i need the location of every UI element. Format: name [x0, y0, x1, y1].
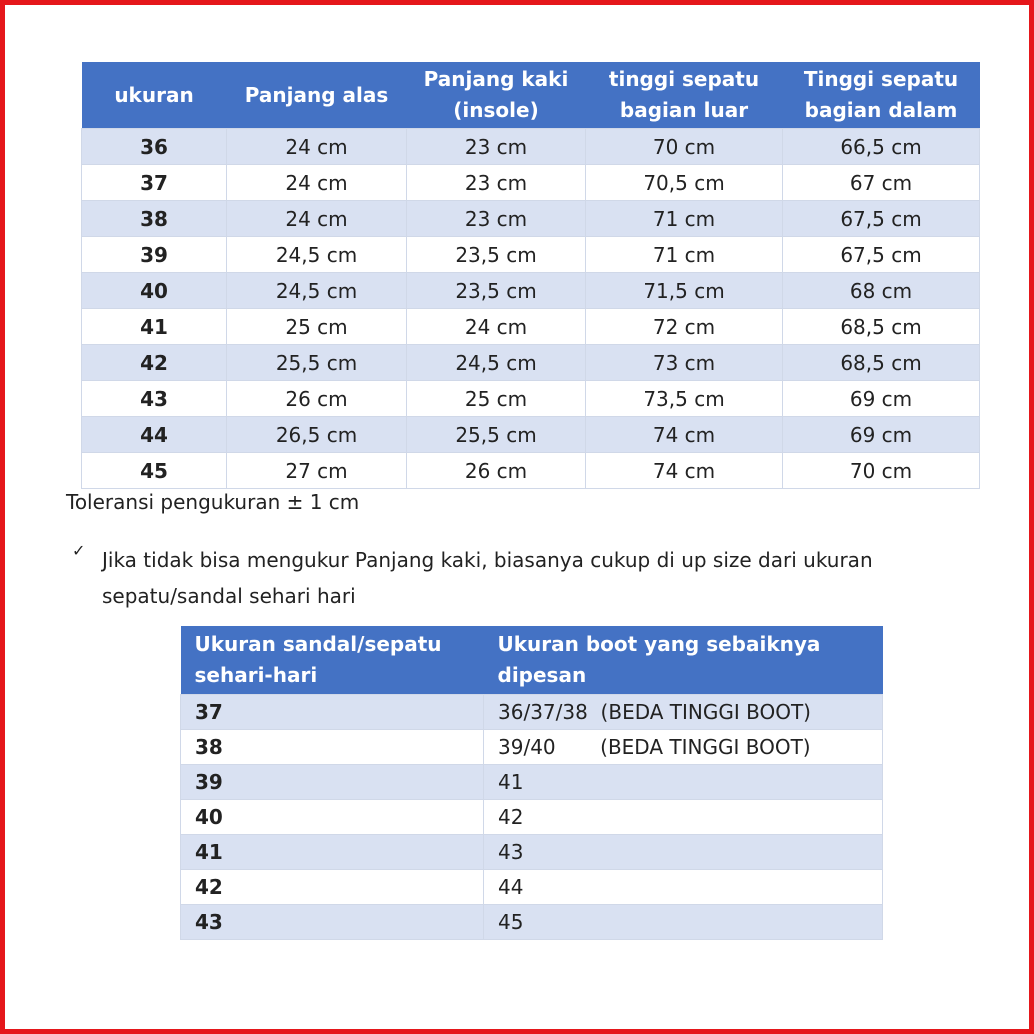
daily-size-cell: 42	[181, 870, 484, 905]
measure-cell: 70 cm	[783, 453, 980, 489]
daily-size-cell: 43	[181, 905, 484, 940]
boot-row	[181, 695, 883, 730]
boot-row	[181, 835, 883, 870]
size-cell: 38	[82, 201, 227, 237]
size-row	[82, 453, 980, 489]
measure-cell: 24 cm	[227, 201, 407, 237]
size-row	[82, 273, 980, 309]
measure-cell: 23,5 cm	[407, 237, 586, 273]
boot-size-cell: 44	[484, 870, 883, 905]
measure-cell: 68 cm	[783, 273, 980, 309]
header-panjang-alas: Panjang alas	[227, 62, 407, 129]
measure-cell: 23 cm	[407, 165, 586, 201]
measure-cell: 26,5 cm	[227, 417, 407, 453]
daily-size-cell: 39	[181, 765, 484, 800]
size-table-header	[82, 62, 980, 129]
header-panjang-kaki: Panjang kaki (insole)	[407, 62, 586, 129]
measure-cell: 71 cm	[586, 237, 783, 273]
measure-cell: 25,5 cm	[407, 417, 586, 453]
measure-cell: 23,5 cm	[407, 273, 586, 309]
size-row	[82, 237, 980, 273]
header-boot-size: Ukuran boot yang sebaiknya dipesan	[484, 626, 883, 695]
size-cell: 39	[82, 237, 227, 273]
measure-cell: 26 cm	[407, 453, 586, 489]
boot-row	[181, 765, 883, 800]
header-tinggi-dalam: Tinggi sepatu bagian dalam	[783, 62, 980, 129]
measure-cell: 24 cm	[227, 129, 407, 165]
daily-size-cell: 37	[181, 695, 484, 730]
daily-size-cell: 38	[181, 730, 484, 765]
boot-row	[181, 730, 883, 765]
size-row	[82, 129, 980, 165]
measure-cell: 74 cm	[586, 417, 783, 453]
boot-size-cell: 42	[484, 800, 883, 835]
measure-cell: 69 cm	[783, 417, 980, 453]
measure-cell: 26 cm	[227, 381, 407, 417]
boot-size-cell: 45	[484, 905, 883, 940]
size-cell: 44	[82, 417, 227, 453]
measure-cell: 73 cm	[586, 345, 783, 381]
boot-row	[181, 800, 883, 835]
measure-cell: 23 cm	[407, 129, 586, 165]
boot-size-cell: 36/37/38 (BEDA TINGGI BOOT)	[484, 695, 883, 730]
tolerance-note: Toleransi pengukuran ± 1 cm	[66, 490, 360, 514]
measure-cell: 23 cm	[407, 201, 586, 237]
size-row	[82, 381, 980, 417]
measure-cell: 27 cm	[227, 453, 407, 489]
daily-size-cell: 40	[181, 800, 484, 835]
measure-cell: 24,5 cm	[407, 345, 586, 381]
measure-cell: 25 cm	[407, 381, 586, 417]
measure-cell: 25,5 cm	[227, 345, 407, 381]
measure-cell: 68,5 cm	[783, 309, 980, 345]
measure-cell: 70,5 cm	[586, 165, 783, 201]
upsize-note: Jika tidak bisa mengukur Panjang kaki, biasanya cukup di up size dari ukuran sepatu/sandal sehari hari	[102, 548, 873, 608]
boot-size-cell: 41	[484, 765, 883, 800]
measure-cell: 67,5 cm	[783, 201, 980, 237]
measure-cell: 66,5 cm	[783, 129, 980, 165]
size-row	[82, 165, 980, 201]
size-table	[81, 62, 980, 489]
measure-cell: 73,5 cm	[586, 381, 783, 417]
size-cell: 42	[82, 345, 227, 381]
boot-size-cell: 43	[484, 835, 883, 870]
measure-cell: 24 cm	[227, 165, 407, 201]
header-daily-size: Ukuran sandal/sepatu sehari-hari	[181, 626, 484, 695]
measure-cell: 67 cm	[783, 165, 980, 201]
measure-cell: 72 cm	[586, 309, 783, 345]
daily-size-cell: 41	[181, 835, 484, 870]
boot-table	[180, 626, 883, 940]
measure-cell: 71 cm	[586, 201, 783, 237]
header-ukuran: ukuran	[82, 62, 227, 129]
size-row	[82, 345, 980, 381]
size-row	[82, 309, 980, 345]
boot-row	[181, 905, 883, 940]
measure-cell: 71,5 cm	[586, 273, 783, 309]
header-tinggi-luar: tinggi sepatu bagian luar	[586, 62, 783, 129]
boot-table-header	[181, 626, 883, 695]
measure-cell: 70 cm	[586, 129, 783, 165]
size-cell: 43	[82, 381, 227, 417]
size-row	[82, 201, 980, 237]
size-row	[82, 417, 980, 453]
measure-cell: 68,5 cm	[783, 345, 980, 381]
measure-cell: 24 cm	[407, 309, 586, 345]
size-cell: 37	[82, 165, 227, 201]
note-bullet-icon: ✓	[72, 541, 86, 560]
measure-cell: 69 cm	[783, 381, 980, 417]
boot-size-cell: 39/40 (BEDA TINGGI BOOT)	[484, 730, 883, 765]
size-cell: 40	[82, 273, 227, 309]
measure-cell: 24,5 cm	[227, 273, 407, 309]
boot-row	[181, 870, 883, 905]
size-cell: 36	[82, 129, 227, 165]
size-cell: 41	[82, 309, 227, 345]
measure-cell: 67,5 cm	[783, 237, 980, 273]
measure-cell: 74 cm	[586, 453, 783, 489]
measure-cell: 25 cm	[227, 309, 407, 345]
measure-cell: 24,5 cm	[227, 237, 407, 273]
size-cell: 45	[82, 453, 227, 489]
